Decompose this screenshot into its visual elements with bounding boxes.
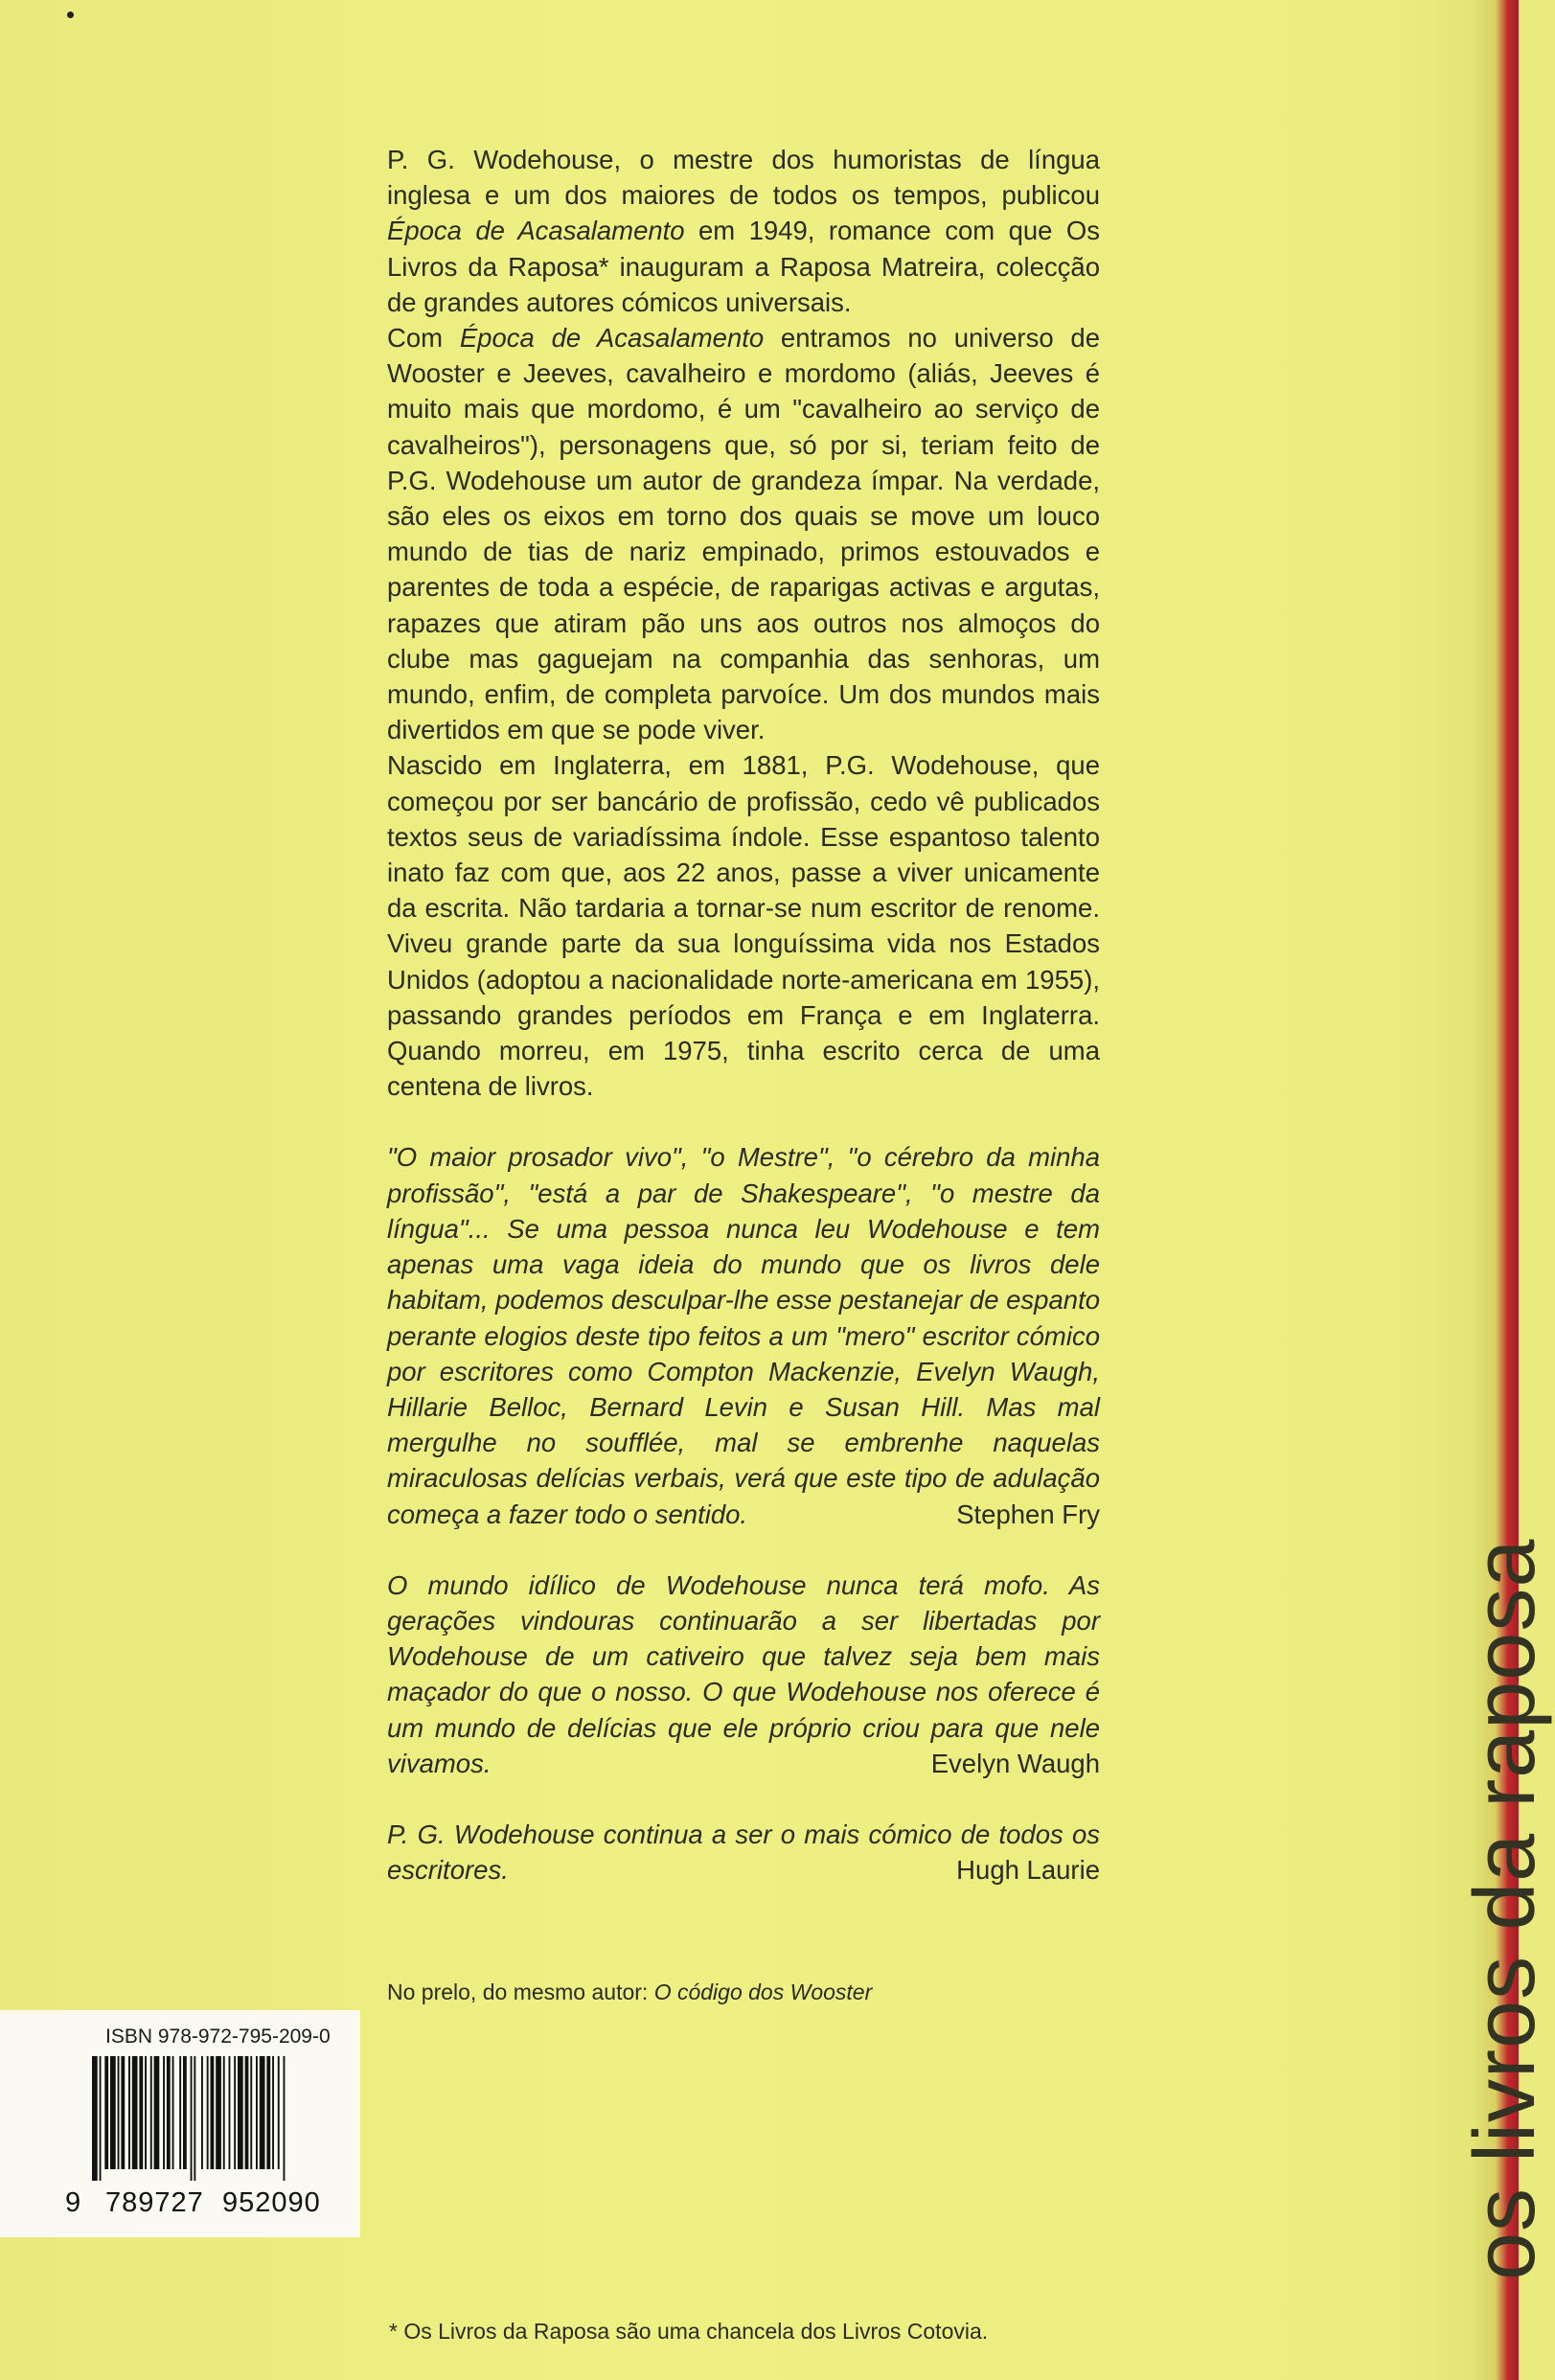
barcode-bar bbox=[234, 2056, 236, 2169]
quote-author: Evelyn Waugh bbox=[930, 1748, 1100, 1778]
barcode-bar bbox=[121, 2056, 125, 2169]
barcode-bar bbox=[216, 2056, 221, 2169]
barcode-bar bbox=[256, 2056, 258, 2169]
barcode-bar bbox=[92, 2056, 98, 2181]
barcode-bar bbox=[245, 2056, 249, 2169]
barcode-bar bbox=[167, 2056, 171, 2169]
barcode-bar bbox=[223, 2056, 225, 2169]
footnote: * Os Livros da Raposa são uma chancela dos Livros Cotovia. bbox=[389, 2319, 989, 2344]
publisher-logo-text: os livros da raposa bbox=[1457, 1538, 1553, 2280]
ean-left-digits: 789727 bbox=[105, 2187, 204, 2218]
barcode-bar bbox=[272, 2056, 274, 2169]
barcode-bar bbox=[207, 2056, 209, 2169]
barcode-bar bbox=[238, 2056, 243, 2169]
barcode-bar bbox=[278, 2056, 280, 2169]
quote-evelyn-waugh: O mundo idílico de Wodehouse nunca terá mofo. As gerações vindouras continuarão a ser libertadas por Wodehouse de um cativeiro que talvez seja bem mais maçador do que o nosso. O que Wodehouse nos oferece é um mundo de delícias que ele próprio criou para que nele vivamos. Evelyn Waugh bbox=[387, 1568, 1100, 1781]
book-title: Época de Acasalamento bbox=[459, 323, 765, 354]
barcode-bar bbox=[118, 2056, 120, 2169]
barcode-bar bbox=[250, 2056, 252, 2169]
barcode-bar bbox=[100, 2056, 102, 2181]
barcode-bar bbox=[201, 2056, 203, 2169]
book-title: Época de Acasalamento bbox=[387, 216, 685, 246]
blurb-paragraph-1: P. G. Wodehouse, o mestre dos humoristas de língua inglesa e um dos maiores de todos os tempos, publicou Época de Acasalamento em 1949, romance com que Os Livros da Raposa* inauguram a Raposa Matreira, colecção de grandes autores cómicos universais. bbox=[387, 145, 1100, 317]
blurb-text bbox=[387, 142, 1100, 1888]
barcode bbox=[92, 2056, 341, 2181]
barcode-bar bbox=[145, 2056, 147, 2169]
barcode-bar bbox=[139, 2056, 143, 2169]
barcode-bar bbox=[266, 2056, 270, 2169]
barcode-bar bbox=[128, 2056, 130, 2169]
barcode-bar bbox=[154, 2056, 160, 2169]
barcode-bar bbox=[191, 2056, 193, 2181]
quote-stephen-fry: "O maior prosador vivo", "o Mestre", "o cérebro da minha profissão", "está a par de Shakespeare", "o mestre da língua"... Se uma pessoa nunca leu Wodehouse e tem apenas uma vaga ideia do mundo que os livros dele habitam, podemos desculpar-lhe esse pestanejar de espanto perante elogios deste tipo feitos a um "mero" escritor cómico por escritores como Compton Mackenzie, Evelyn Waugh, Hillarie Belloc, Bernard Levin e Susan Hill. Mas mal mergulhe no soufflée, mal se embrenhe naquelas miraculosas delícias verbais, verá que este tipo de adulação começa a fazer todo o sentido. Stephen Fry bbox=[387, 1139, 1100, 1531]
barcode-bar bbox=[211, 2056, 215, 2169]
quote-hugh-laurie: P. G. Wodehouse continua a ser o mais cómico de todos os escritores. Hugh Laurie bbox=[387, 1817, 1100, 1888]
barcode-bar bbox=[183, 2056, 187, 2169]
barcode-bar bbox=[179, 2056, 181, 2169]
barcode-bar bbox=[132, 2056, 138, 2169]
forthcoming-note: No prelo, do mesmo autor: O código dos Wooster bbox=[387, 1980, 873, 2004]
isbn-label: ISBN 978-972-795-209-0 bbox=[105, 2025, 331, 2048]
barcode-bar bbox=[110, 2056, 116, 2169]
blurb-paragraph-2: Com Época de Acasalamento entramos no universo de Wooster e Jeeves, cavalheiro e mordomo (aliás, Jeeves é muito mais que mordomo, é um "cavalheiro ao serviço de cavalheiros"), personagens que, só por si, teriam feito de P.G. Wodehouse um autor de grandeza ímpar. Na verdade, são eles os eixos em torno dos quais se move um louco mundo de tias de nariz empinado, primos estouvados e parentes de toda a espécie, de raparigas activas e argutas, rapazes que atiram pão uns aos outros nos almoços do clube mas gaguejam na companhia das senhoras, um mundo, enfim, de completa parvoíce. Um dos mundos mais divertidos em que se pode viver. bbox=[387, 323, 1100, 745]
blurb-paragraph-3: Nascido em Inglaterra, em 1881, P.G. Wodehouse, que começou por ser bancário de profissão, cedo vê publicados textos seus de variadíssima índole. Esse espantoso talento inato faz com que, aos 22 anos, passe a viver unicamente da escrita. Não tardaria a tornar-se num escritor de renome. Viveu grande parte da sua longuíssima vida nos Estados Unidos (adoptou a nacionalidade norte-americana em 1955), passando grandes períodos em França e em Inglaterra. Quando morreu, em 1975, tinha escrito cerca de uma centena de livros. bbox=[387, 750, 1100, 1102]
barcode-bar bbox=[194, 2056, 195, 2181]
barcode-bar bbox=[284, 2056, 286, 2181]
quote-author: Hugh Laurie bbox=[956, 1855, 1100, 1886]
quote-author: Stephen Fry bbox=[956, 1499, 1100, 1529]
barcode-bar bbox=[260, 2056, 265, 2169]
barcode-bar bbox=[229, 2056, 231, 2169]
barcode-bar bbox=[150, 2056, 152, 2169]
barcode-bar bbox=[104, 2056, 108, 2169]
barcode-bar bbox=[163, 2056, 165, 2169]
ink-dot bbox=[67, 11, 74, 18]
barcode-bar bbox=[172, 2056, 174, 2169]
ean-first-digit: 9 bbox=[65, 2187, 82, 2218]
ean-right-digits: 952090 bbox=[222, 2187, 321, 2218]
